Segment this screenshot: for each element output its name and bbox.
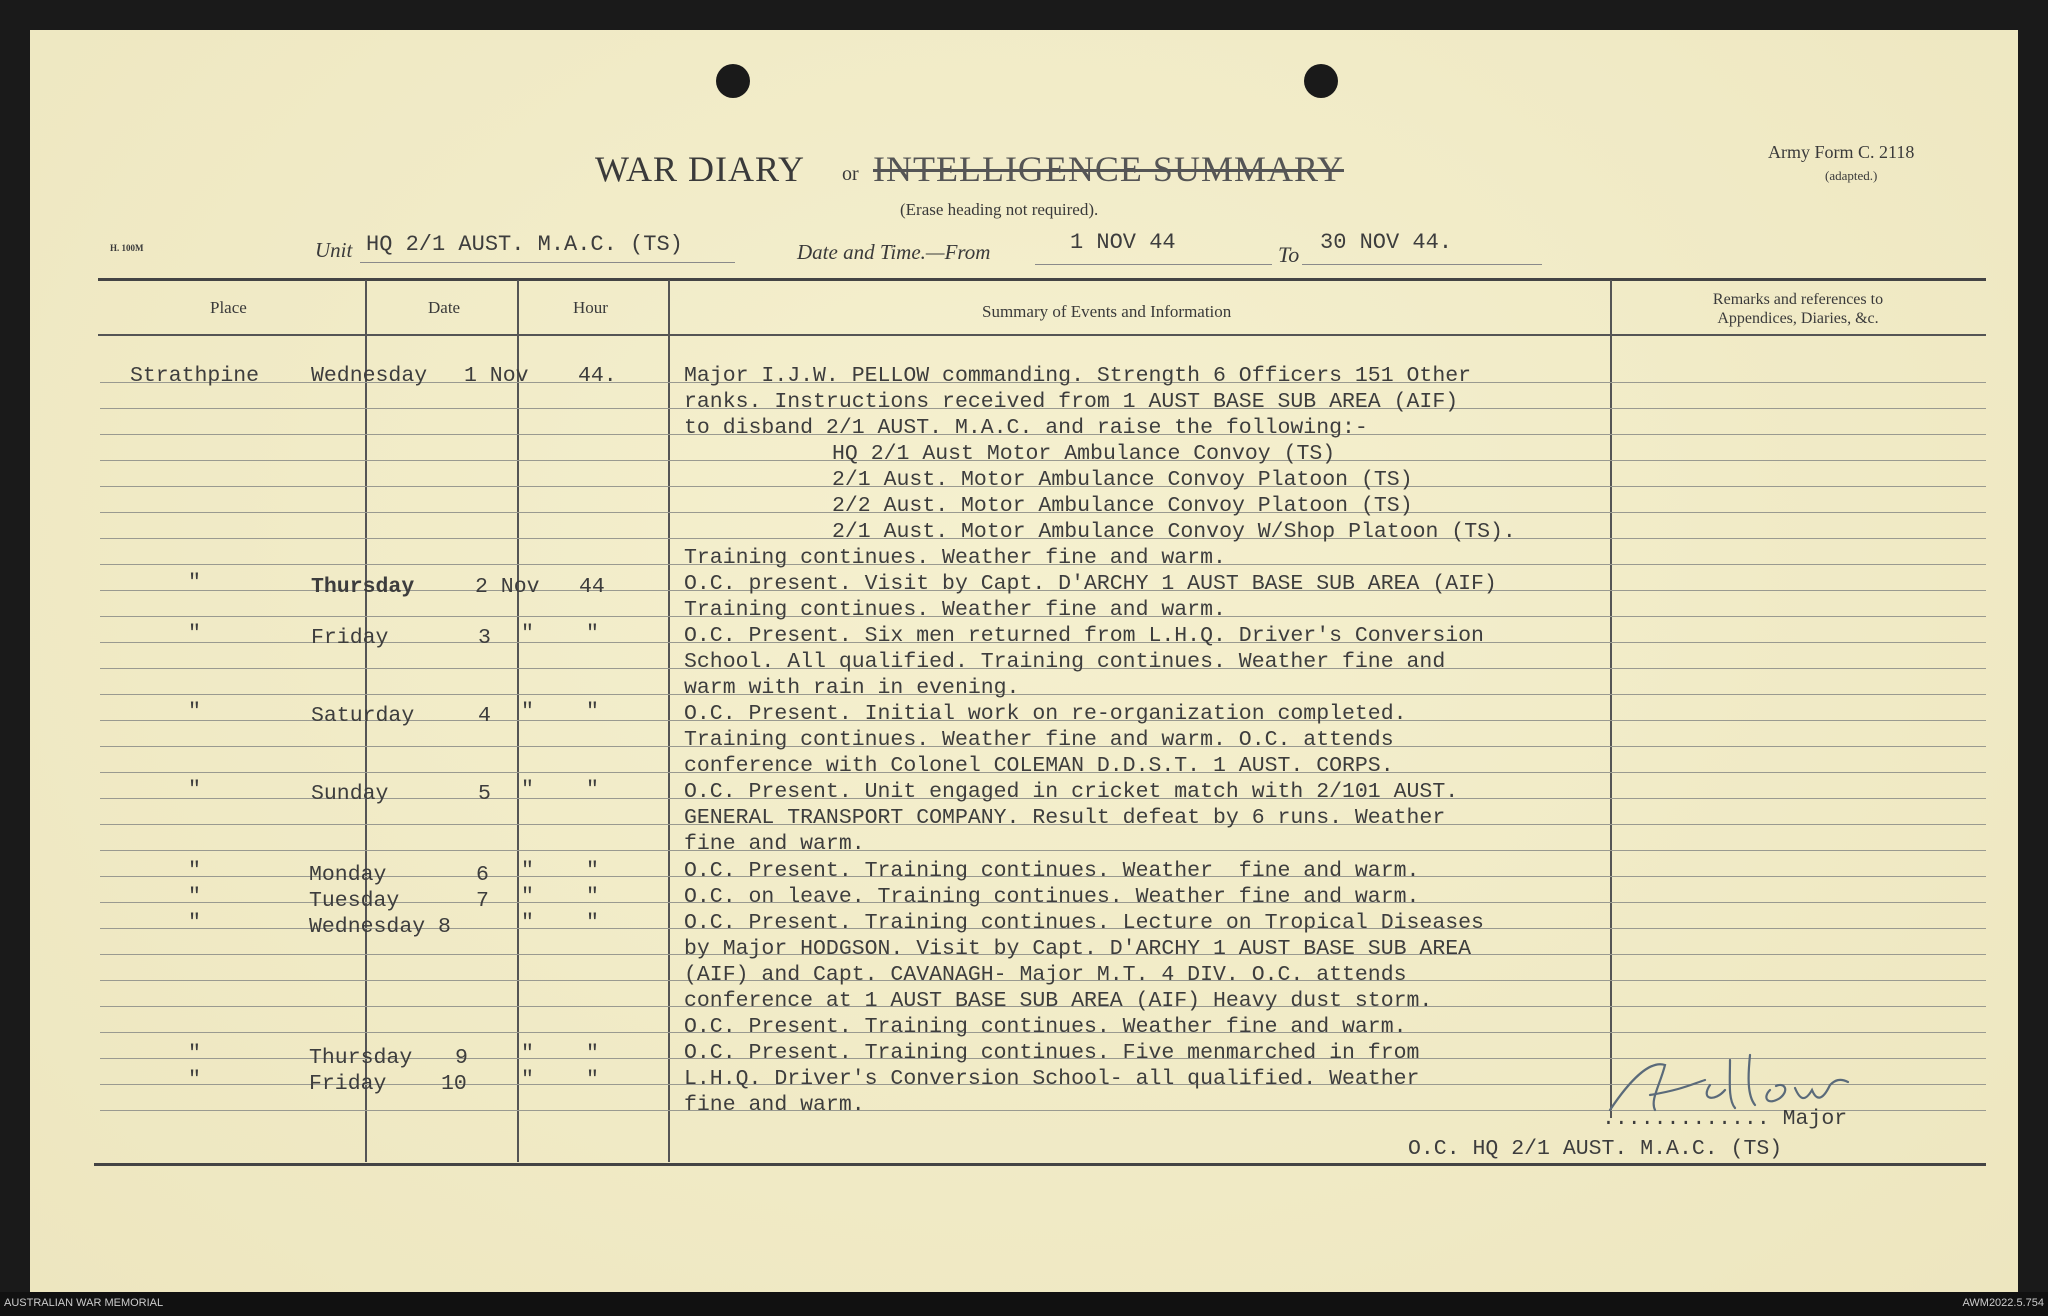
entry-date: 6	[476, 863, 489, 887]
entry-date: 2 Nov	[475, 575, 540, 599]
entry-hour-ditto: "	[586, 885, 599, 909]
signature-major: ............. Major	[1602, 1107, 1848, 1131]
summary-line: O.C. Present. Six men returned from L.H.Q. Driver's Conversion	[684, 624, 1484, 648]
footer-left: AUSTRALIAN WAR MEMORIAL	[4, 1297, 164, 1309]
col-header-hour: Hour	[573, 298, 608, 317]
entry-hour: "	[521, 1068, 534, 1092]
entry-hour: "	[521, 1042, 534, 1066]
entry-day: Wednesday	[309, 915, 426, 939]
summary-line: L.H.Q. Driver's Conversion School- all qualified. Weather	[684, 1067, 1420, 1091]
entry-day: Saturday	[311, 704, 415, 728]
punch-hole-left	[716, 64, 750, 98]
summary-line: conference with Colonel COLEMAN D.D.S.T. 1 AUST. CORPS.	[684, 754, 1394, 778]
entry-hour: 44.	[578, 364, 617, 388]
entry-day: Sunday	[311, 782, 389, 806]
unit-label: Unit	[315, 238, 353, 262]
entry-place: "	[188, 622, 201, 646]
entry-place: "	[188, 700, 201, 724]
to-label: To	[1278, 242, 1300, 267]
summary-line: O.C. Present. Training continues. Lecture on Tropical Diseases	[684, 911, 1484, 935]
summary-line: O.C. Present. Training continues. Five menmarched in from	[684, 1041, 1420, 1065]
summary-line: School. All qualified. Training continues. Weather fine and	[684, 650, 1446, 674]
summary-line: conference at 1 AUST BASE SUB AREA (AIF) Heavy dust storm.	[684, 989, 1433, 1013]
punch-hole-right	[1304, 64, 1338, 98]
entry-hour: "	[521, 622, 534, 646]
entry-place: "	[188, 571, 201, 595]
entry-day: Friday	[311, 626, 389, 650]
date-time-label: Date and Time.—From	[797, 240, 991, 264]
entry-hour: "	[521, 700, 534, 724]
entry-place: "	[188, 778, 201, 802]
summary-line: by Major HODGSON. Visit by Capt. D'ARCHY 1 AUST BASE SUB AREA	[684, 937, 1472, 961]
ruled-line	[100, 694, 1986, 695]
entry-place: "	[188, 859, 201, 883]
unit-value: HQ 2/1 AUST. M.A.C. (TS)	[366, 232, 683, 257]
summary-line: fine and warm.	[684, 832, 865, 856]
summary-line: Training continues. Weather fine and warm.	[684, 598, 1226, 622]
ruled-line	[100, 850, 1986, 851]
erase-note: (Erase heading not required).	[900, 200, 1099, 219]
summary-line: O.C. present. Visit by Capt. D'ARCHY 1 AUST BASE SUB AREA (AIF)	[684, 572, 1497, 596]
archive-footer	[0, 1292, 2048, 1316]
entry-place: "	[188, 1068, 201, 1092]
summary-line: O.C. Present. Training continues. Weather fine and warm.	[684, 1015, 1407, 1039]
col-header-summary: Summary of Events and Information	[982, 302, 1232, 321]
summary-line: O.C. Present. Unit engaged in cricket match with 2/101 AUST.	[684, 780, 1459, 804]
summary-line: O.C. Present. Training continues. Weather fine and warm.	[684, 859, 1420, 883]
col-header-date: Date	[428, 298, 461, 317]
summary-line: ranks. Instructions received from 1 AUST BASE SUB AREA (AIF)	[684, 390, 1459, 414]
to-date: 30 NOV 44.	[1320, 230, 1453, 255]
entry-day: Thursday	[311, 575, 415, 599]
entry-hour-ditto: "	[586, 778, 599, 802]
entry-date: 5	[478, 782, 491, 806]
entry-date: 9	[455, 1046, 468, 1070]
entry-hour-ditto: "	[586, 700, 599, 724]
summary-line: to disband 2/1 AUST. M.A.C. and raise the following:-	[684, 416, 1368, 440]
summary-line: (AIF) and Capt. CAVANAGH- Major M.T. 4 DIV. O.C. attends	[684, 963, 1407, 987]
summary-line: O.C. Present. Initial work on re-organization completed.	[684, 702, 1407, 726]
entry-hour: "	[521, 859, 534, 883]
entry-day: Friday	[309, 1072, 387, 1096]
entry-hour: "	[521, 885, 534, 909]
table-top-border	[98, 278, 1986, 281]
entry-date: 7	[476, 889, 489, 913]
col-header-place: Place	[210, 298, 247, 317]
summary-line: Major I.J.W. PELLOW commanding. Strength 6 Officers 151 Other	[684, 364, 1472, 388]
footer-right: AWM2022.5.754	[1962, 1297, 2044, 1309]
entry-hour: 44	[579, 575, 605, 599]
army-form-number: Army Form C. 2118	[1768, 142, 1915, 162]
entry-date: 1 Nov	[464, 364, 529, 388]
print-code: H. 100M	[110, 243, 144, 253]
from-date: 1 NOV 44	[1070, 230, 1176, 255]
entry-day: Wednesday	[311, 364, 428, 388]
table-header-rule	[98, 334, 1986, 336]
crossed-intelligence-summary: INTELLIGENCE SUMMARY	[873, 149, 1344, 189]
summary-line: Training continues. Weather fine and warm. O.C. attends	[684, 728, 1394, 752]
entry-hour: "	[521, 911, 534, 935]
summary-line: Training continues. Weather fine and warm.	[684, 546, 1226, 570]
entry-hour-ditto: "	[586, 911, 599, 935]
entry-place: "	[188, 911, 201, 935]
entry-hour-ditto: "	[586, 1068, 599, 1092]
entry-day: Tuesday	[309, 889, 400, 913]
summary-line: GENERAL TRANSPORT COMPANY. Result defeat by 6 runs. Weather	[684, 806, 1446, 830]
diary-page	[30, 30, 2018, 1292]
summary-line: O.C. on leave. Training continues. Weather fine and warm.	[684, 885, 1420, 909]
summary-line: 2/1 Aust. Motor Ambulance Convoy Platoon (TS)	[832, 468, 1413, 492]
entry-day: Monday	[309, 863, 387, 887]
col-header-remarks: Remarks and references to Appendices, Diaries, &c.	[1712, 291, 1884, 327]
summary-line: fine and warm.	[684, 1093, 865, 1117]
entry-place: Strathpine	[130, 364, 260, 388]
form-title-or: or	[842, 163, 859, 185]
entry-hour-ditto: "	[586, 1042, 599, 1066]
entry-hour-ditto: "	[586, 859, 599, 883]
entry-place: "	[188, 1042, 201, 1066]
entry-hour-ditto: "	[586, 622, 599, 646]
signature-oc-line: O.C. HQ 2/1 AUST. M.A.C. (TS)	[1408, 1137, 1783, 1161]
entry-date: 4	[478, 704, 491, 728]
form-title: WAR DIARY	[595, 149, 806, 189]
table-bottom-border	[94, 1163, 1986, 1166]
entry-date: 10	[441, 1072, 467, 1096]
summary-line: 2/2 Aust. Motor Ambulance Convoy Platoon (TS)	[832, 494, 1413, 518]
summary-line: warm with rain in evening.	[684, 676, 1020, 700]
entry-date: 3	[478, 626, 491, 650]
entry-place: "	[188, 885, 201, 909]
summary-line: HQ 2/1 Aust Motor Ambulance Convoy (TS)	[832, 442, 1336, 466]
summary-line: 2/1 Aust. Motor Ambulance Convoy W/Shop Platoon (TS).	[832, 520, 1516, 544]
entry-date: 8	[438, 915, 451, 939]
entry-day: Thursday	[309, 1046, 413, 1070]
adapted-note: (adapted.)	[1825, 168, 1878, 183]
entry-hour: "	[521, 778, 534, 802]
